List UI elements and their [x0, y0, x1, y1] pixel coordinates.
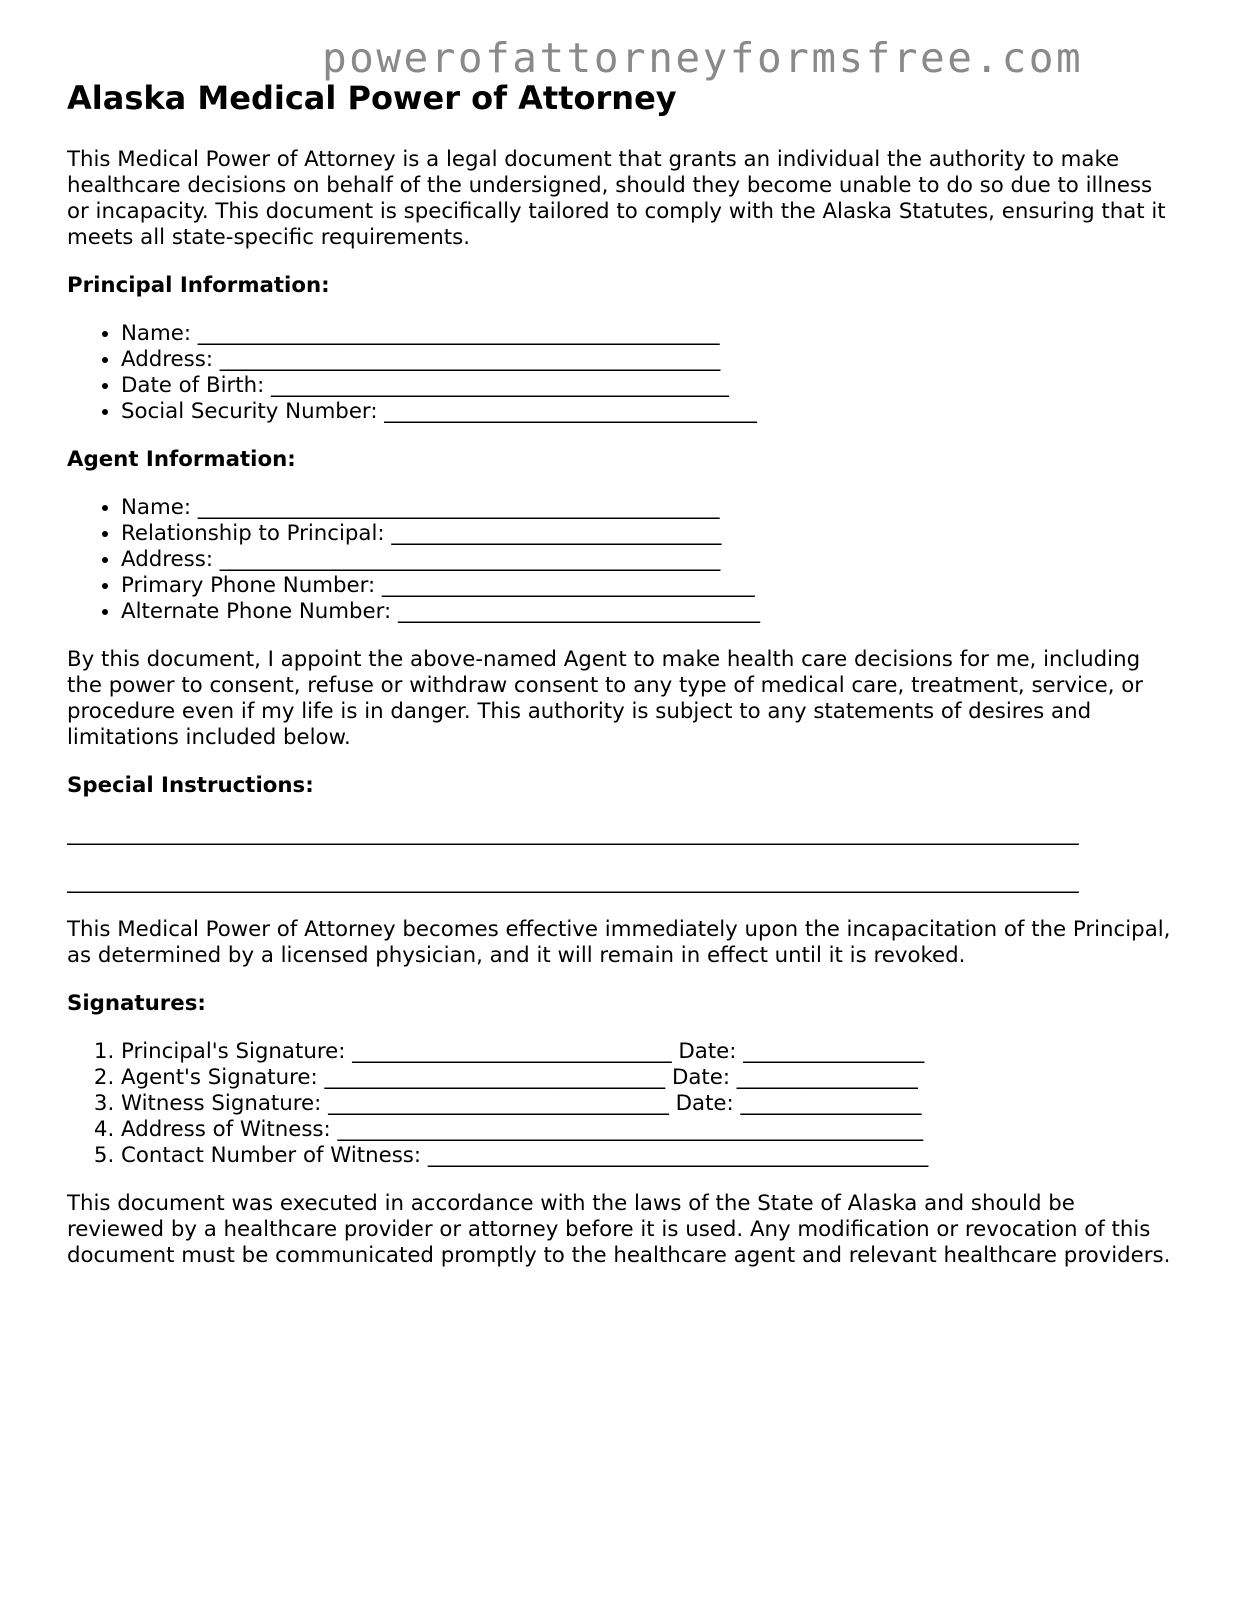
closing-paragraph: This document was executed in accordance with the laws of the State of Alaska and should be reviewed by a healthcare provider or attorney before it is used. Any modification or revocation of this document must be communicated promptly to the healthcare agent and relevant healthcare providers. — [67, 1191, 1171, 1268]
watermark: powerofattorneyformsfree.com — [322, 34, 1084, 82]
effective-paragraph: This Medical Power of Attorney becomes effective immediately upon the incapacitation of the Principal, as determined by a licensed physician, and it will remain in effect until it is revoked. — [67, 917, 1171, 968]
agent-primary-phone-field: • Primary Phone Number: ___________________________________ — [121, 573, 1177, 599]
special-instructions-heading: Special Instructions: — [67, 773, 314, 798]
appointment-paragraph: By this document, I appoint the above-named Agent to make health care decisions for me, including the power to consent, refuse or withdraw consent to any type of medical care, treatment, service, or procedure even if my life is in danger. This authority is subject to any statements of desires and limitations included below. — [67, 647, 1144, 750]
line-spacer — [67, 847, 1177, 869]
principal-name-field: • Name: _________________________________________________ — [121, 321, 1177, 347]
agent-list — [67, 495, 1177, 625]
document-body — [67, 147, 1177, 1291]
line-spacer — [67, 895, 1177, 917]
agent-name-field: • Name: _________________________________________________ — [121, 495, 1177, 521]
principal-dob-field: • Date of Birth: ___________________________________________ — [121, 373, 1177, 399]
page-title: Alaska Medical Power of Attorney — [67, 79, 677, 117]
principal-address-field: • Address: _______________________________________________ — [121, 347, 1177, 373]
witness-address-field: 4. Address of Witness: _______________________________________________________ — [121, 1117, 1177, 1143]
agent-alternate-phone-field: • Alternate Phone Number: __________________________________ — [121, 599, 1177, 625]
special-instructions-line-1: _______________________________________________________________________________________________ — [67, 821, 1079, 846]
witness-contact-field: 5. Contact Number of Witness: _______________________________________________ — [121, 1143, 1177, 1169]
agent-heading: Agent Information: — [67, 447, 296, 472]
principal-ssn-field: • Social Security Number: ___________________________________ — [121, 399, 1177, 425]
agent-relationship-field: • Relationship to Principal: _______________________________ — [121, 521, 1177, 547]
signatures-heading: Signatures: — [67, 991, 206, 1016]
signatures-list — [67, 1039, 1177, 1169]
principal-heading: Principal Information: — [67, 273, 330, 298]
principal-list — [67, 321, 1177, 425]
witness-signature-field: 3. Witness Signature: ________________________________ Date: _________________ — [121, 1091, 1177, 1117]
special-instructions-line-2: _______________________________________________________________________________________________ — [67, 869, 1079, 894]
intro-paragraph: This Medical Power of Attorney is a legal document that grants an individual the authority to make healthcare decisions on behalf of the undersigned, should they become unable to do so due to illness or incapacity. This document is specifically tailored to comply with the Alaska Statutes, ensuring that it meets all state-specific requirements. — [67, 147, 1166, 250]
agent-address-field: • Address: _______________________________________________ — [121, 547, 1177, 573]
agent-signature-field: 2. Agent's Signature: ________________________________ Date: _________________ — [121, 1065, 1177, 1091]
principal-signature-field: 1. Principal's Signature: ______________________________ Date: _________________ — [121, 1039, 1177, 1065]
